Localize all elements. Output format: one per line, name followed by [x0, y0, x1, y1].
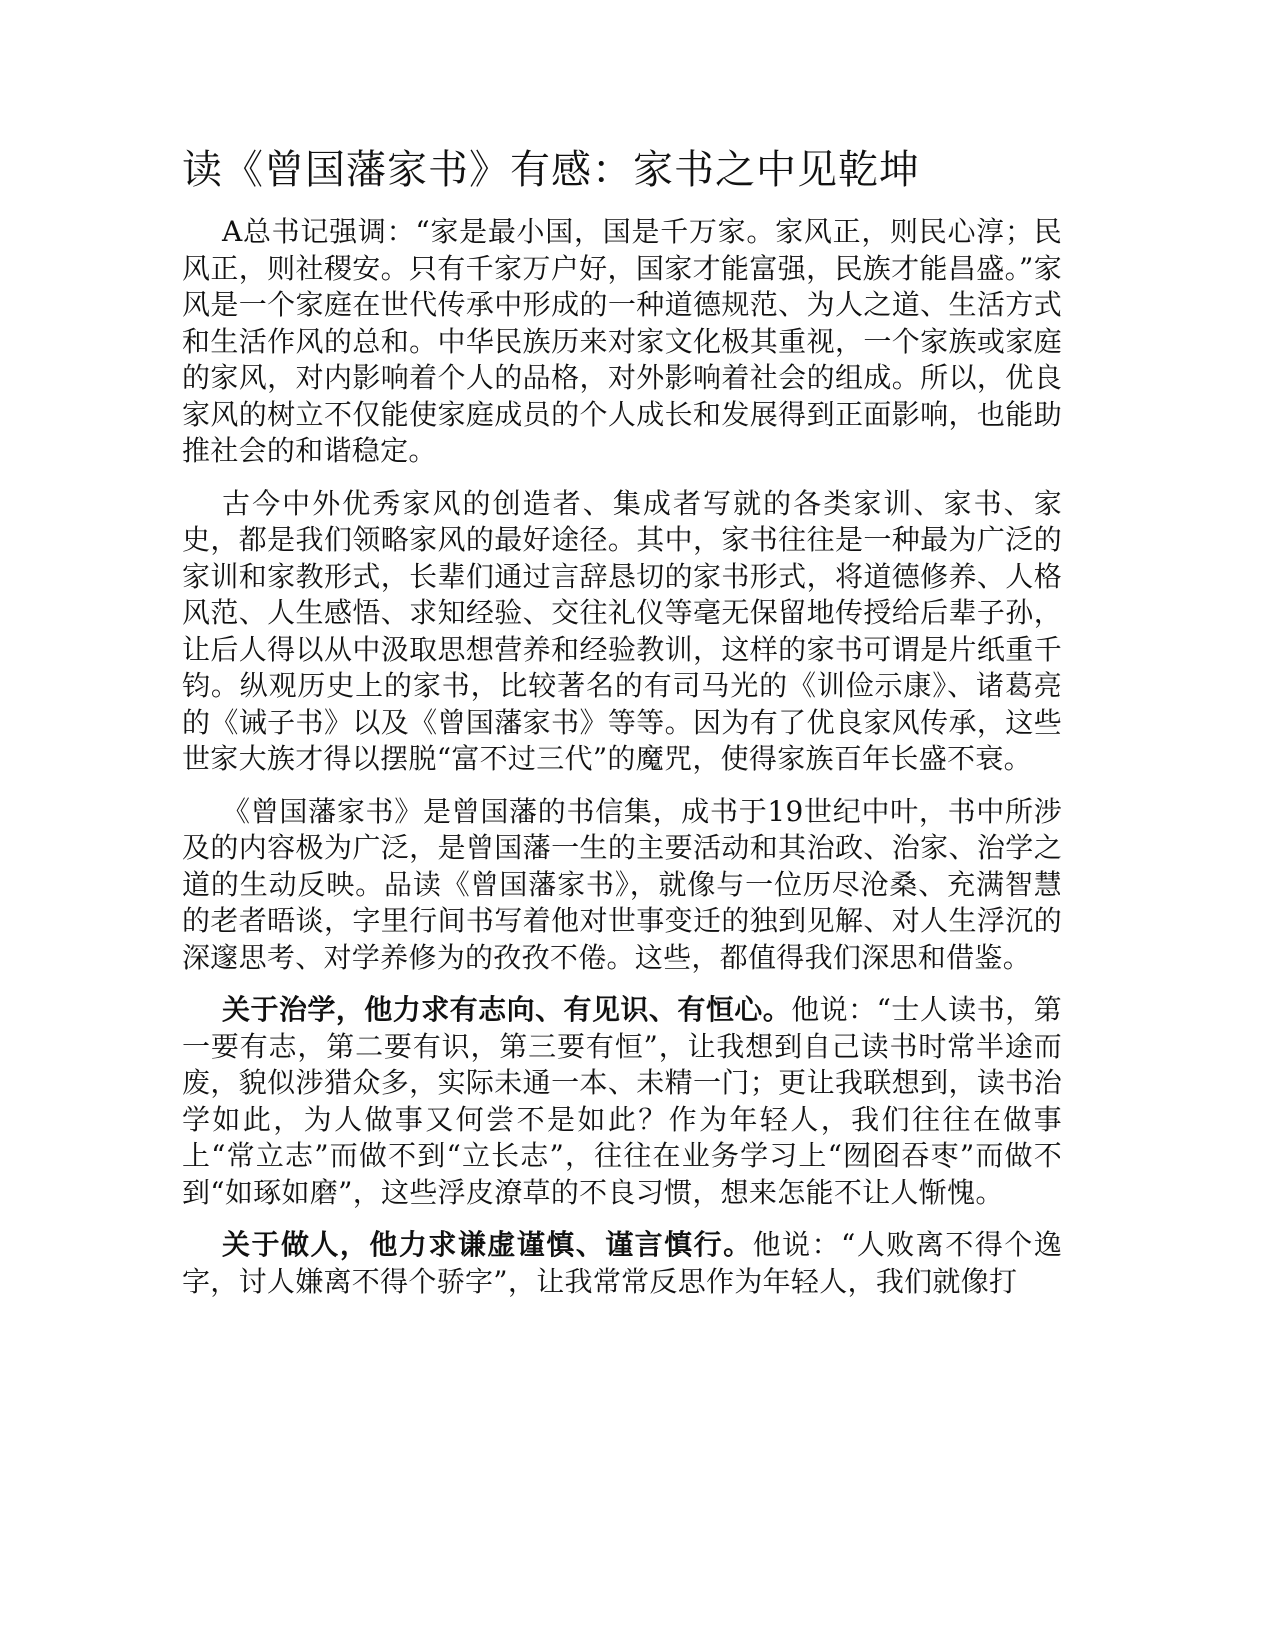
document-page [182, 140, 1062, 1316]
paragraph-2-text: 古今中外优秀家风的创造者、集成者写就的各类家训、家书、家史，都是我们领略家风的最好途径。其中，家书往往是一种最为广泛的家训和家教形式，长辈们通过言辞恳切的家书形式，将道德修养、人格风范、人生感悟、求知经验、交往礼仪等毫无保留地传授给后辈子孙，让后人得以从中汲取思想营养和经验教训，这样的家书可谓是片纸重千钧。纵观历史上的家书，比较著名的有司马光的《训俭示康》、诸葛亮的《诫子书》以及《曾国藩家书》等等。因为有了优良家风传承，这些世家大族才得以摆脱“富不过三代”的魔咒，使得家族百年长盛不衰。 [182, 486, 1062, 775]
paragraph-3-text: 《曾国藩家书》是曾国藩的书信集，成书于19世纪中叶，书中所涉及的内容极为广泛，是曾国藩一生的主要活动和其治政、治家、治学之道的生动反映。品读《曾国藩家书》，就像与一位历尽沧桑、充满智慧的老者晤谈，字里行间书写着他对世事变迁的独到见解、对人生浮沉的深邃思考、对学养修为的孜孜不倦。这些，都值得我们深思和借鉴。 [182, 794, 1062, 974]
document-title: 读《曾国藩家书》有感：家书之中见乾坤 [182, 147, 920, 193]
paragraph-4-lead: 关于治学，他力求有志向、有见识、有恒心。 [222, 993, 792, 1026]
paragraph-2 [182, 486, 1062, 778]
paragraph-1-text: A总书记强调：“家是最小国，国是千万家。家风正，则民心淳；民风正，则社稷安。只有千家万户好，国家才能富强，民族才能昌盛。”家风是一个家庭在世代传承中形成的一种道德规范、为人之道、生活方式和生活作风的总和。中华民族历来对家文化极其重视，一个家族或家庭的家风，对内影响着个人的品格，对外影响着社会的组成。所以，优良家风的树立不仅能使家庭成员的个人成长和发展得到正面影响，也能助推社会的和谐稳定。 [182, 215, 1062, 467]
paragraph-4-text: 他说：“士人读书，第一要有志，第二要有识，第三要有恒”，让我想到自己读书时常半途而废，貌似涉猎众多，实际未通一本、未精一门；更让我联想到，读书治学如此，为人做事又何尝不是如此？作为年轻人，我们往往在做事上“常立志”而做不到“立长志”，往往在业务学习上“囫囵吞枣”而做不到“如琢如磨”，这些浮皮潦草的不良习惯，想来怎能不让人惭愧。 [182, 993, 1062, 1209]
paragraph-4 [182, 992, 1062, 1211]
paragraph-1 [182, 214, 1062, 470]
paragraph-5 [182, 1227, 1062, 1300]
paragraph-5-text: 他说：“人败离不得个逸字，讨人嫌离不得个骄字”，让我常常反思作为年轻人，我们就像打 [182, 1228, 1062, 1298]
paragraph-5-lead: 关于做人，他力求谦虚谨慎、谨言慎行。 [222, 1228, 753, 1261]
paragraph-3 [182, 794, 1062, 977]
